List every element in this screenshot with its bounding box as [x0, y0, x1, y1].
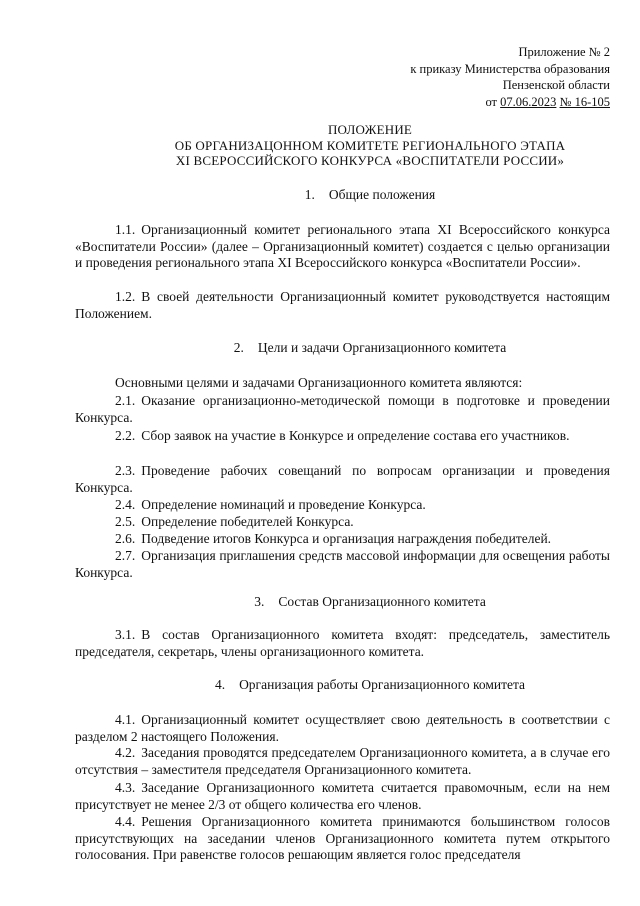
section-title: Организация работы Организационного комитета [239, 677, 526, 692]
paragraph-text: Организация приглашения средств массовой информации для освещения работы Конкурса. [75, 548, 610, 580]
section-number: 2. [233, 340, 244, 355]
paragraph-text: Заседание Организационного комитета считается правомочным, если на нем присутствует не менее 2/3 от общего количества его членов. [75, 780, 610, 812]
paragraph-text: Решения Организационного комитета принимаются большинством голосов присутствующих на заседании членов Организационного комитета путем открытого голосования. При равенстве голосов решающим является голос председателя [75, 814, 610, 862]
paragraph-text: Подведение итогов Конкурса и организация награждения победителей. [141, 531, 552, 546]
paragraph-number: 4.4. [115, 814, 136, 829]
paragraph-number: 2.7. [115, 548, 136, 563]
attachment-order-line [410, 94, 610, 111]
section-title: Цели и задачи Организационного комитета [257, 340, 507, 355]
paragraph-4-2 [75, 745, 610, 778]
paragraph-number: 1.1. [115, 222, 136, 237]
paragraph-4-4 [75, 814, 610, 864]
paragraph-4-1 [75, 712, 610, 745]
paragraph-2-5 [75, 514, 610, 531]
paragraph-number: 4.3. [115, 780, 136, 795]
paragraph-2-6 [75, 531, 610, 548]
paragraph-text: Организационный комитет регионального этапа XI Всероссийского конкурса «Воспитатели России» (далее – Организационный комитет) создается с целью организации и проведения регионального этапа XI Всероссийского конкурса «Воспитатели России». [75, 222, 610, 270]
title-line-1: ПОЛОЖЕНИЕ [327, 122, 413, 137]
paragraph-number: 2.2. [115, 428, 136, 443]
paragraph-number: 2.6. [115, 531, 136, 546]
paragraph-text: Определение номинаций и проведение Конкурса. [141, 497, 426, 512]
paragraph-text: Заседания проводятся председателем Организационного комитета, а в случае его отсутствия – заместителя председателя Организационного комитета. [75, 745, 610, 777]
paragraph-number: 2.3. [115, 463, 136, 478]
paragraph-2-1 [75, 393, 610, 426]
section-heading-4 [0, 677, 640, 693]
section-heading-1 [0, 187, 640, 203]
paragraph-1-1 [75, 222, 610, 272]
order-date: 07.06.2023 [500, 94, 557, 109]
attachment-line-2: к приказу Министерства образования [410, 61, 610, 76]
attachment-line-1: Приложение № 2 [518, 45, 610, 59]
paragraph-text: В состав Организационного комитета входят: председатель, заместитель председателя, секретарь, члены организационного комитета. [75, 627, 610, 659]
paragraph-number: 3.1. [115, 627, 136, 642]
section-title: Состав Организационного комитета [278, 594, 486, 609]
paragraph-text: Сбор заявок на участие в Конкурсе и определение состава его участников. [141, 428, 570, 443]
attachment-block [410, 44, 610, 110]
paragraph-2-4 [75, 497, 610, 514]
title-line-2: ОБ ОРГАНИЗАЦОННОМ КОМИТЕТЕ РЕГИОНАЛЬНОГО ЭТАПА [174, 137, 566, 153]
paragraph-4-3 [75, 780, 610, 813]
paragraph-number: 2.5. [115, 514, 136, 529]
paragraph-number: 4.2. [115, 745, 136, 760]
paragraph-number: 2.4. [115, 497, 136, 512]
paragraph-2-7 [75, 548, 610, 581]
section-number: 1. [304, 187, 315, 202]
paragraph-number: 4.1. [115, 712, 136, 727]
paragraph-text: Проведение рабочих совещаний по вопросам организации и проведения Конкурса. [75, 463, 610, 495]
paragraph-2-3 [75, 463, 610, 496]
section-heading-3 [0, 594, 640, 610]
section-2-intro: Основными целями и задачами Организационного комитета являются: [115, 375, 523, 390]
attachment-line-3: Пензенской области [502, 78, 610, 92]
section-number: 3. [254, 594, 265, 609]
paragraph-3-1 [75, 627, 610, 660]
section-heading-2 [0, 340, 640, 356]
paragraph-text: В своей деятельности Организационный комитет руководствуется настоящим Положением. [75, 289, 610, 321]
paragraph-number: 2.1. [115, 393, 136, 408]
order-number: № 16-105 [559, 94, 610, 109]
order-prefix: от [485, 94, 498, 109]
paragraph-text: Оказание организационно-методической помощи в подготовке и проведении Конкурса. [75, 393, 610, 425]
section-title: Общие положения [328, 187, 436, 202]
paragraph-number: 1.2. [115, 289, 136, 304]
section-number: 4. [214, 677, 226, 692]
title-line-3: XI ВСЕРОССИЙСКОГО КОНКУРСА «ВОСПИТАТЕЛИ РОССИИ» [175, 153, 565, 168]
document-title [0, 122, 640, 169]
paragraph-text: Определение победителей Конкурса. [141, 514, 354, 529]
paragraph-2-2 [75, 428, 610, 445]
paragraph-1-2 [75, 289, 610, 322]
paragraph-text: Организационный комитет осуществляет свою деятельность в соответствии с разделом 2 настоящего Положения. [75, 712, 610, 744]
